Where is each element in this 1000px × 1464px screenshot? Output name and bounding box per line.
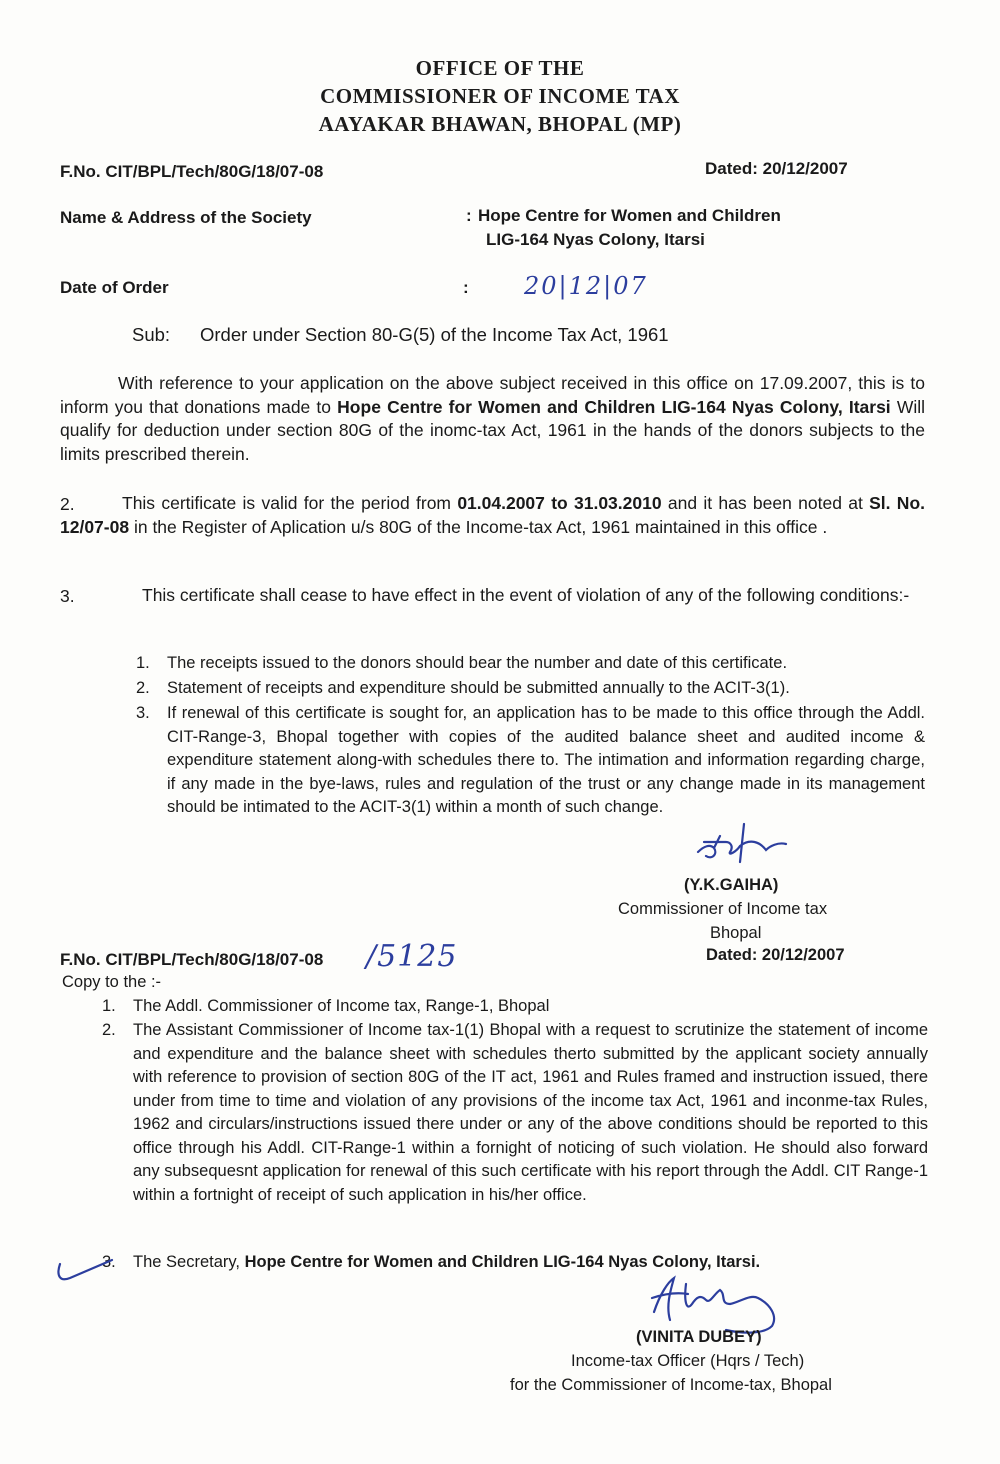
society-colon: :: [466, 206, 472, 225]
paragraph-2: [60, 492, 925, 539]
signatory-1-dated: Dated: 20/12/2007: [706, 946, 845, 964]
svg-text:/5125: /5125: [366, 939, 458, 974]
svg-text:20|12|07: 20|12|07: [524, 272, 648, 300]
copy-item-3-society: Hope Centre for Women and Children LIG-164 Nyas Colony, Itarsi.: [244, 1253, 761, 1271]
condition-1-text: The receipts issued to the donors should bear the number and date of this certificate.: [167, 654, 788, 672]
signatory-2-title: Income-tax Officer (Hqrs / Tech): [571, 1352, 805, 1370]
signature-commissioner: [690, 816, 800, 870]
paragraph-2-number: 2.: [60, 494, 75, 514]
society-address: LIG-164 Nyas Colony, Itarsi: [486, 230, 705, 249]
paragraph-1-society: Hope Centre for Women and Children LIG-164 Nyas Colony, Itarsi: [337, 396, 891, 417]
copy-to-intro: Copy to the :-: [62, 973, 162, 991]
office-heading-line-2: COMMISSIONER OF INCOME TAX: [320, 84, 680, 108]
signatory-1-place: Bhopal: [710, 924, 762, 942]
copy-item-2-number: 2.: [102, 1021, 116, 1039]
condition-1-number: 1.: [136, 654, 150, 672]
subject-text: Order under Section 80-G(5) of the Income Tax Act, 1961: [200, 324, 669, 345]
paragraph-2-text-e: in the Register of Aplication u/s 80G of the Income-tax Act, 1961 maintained in this office .: [129, 516, 828, 537]
signatory-2-for-line: for the Commissioner of Income-tax, Bhopal: [510, 1376, 832, 1394]
copy-item-3-number: 3.: [102, 1253, 116, 1271]
paragraph-1-text-c: Will qualify for deduction under section 80G of the inomc-tax Act, 1961 in the hands of the donors subjects to the limits prescribed therein.: [60, 396, 925, 464]
signatory-1-name: (Y.K.GAIHA): [684, 876, 779, 894]
paragraph-2-text-c: and it has been noted at: [661, 493, 870, 513]
subject-label: Sub:: [132, 324, 171, 345]
handwritten-dispatch-number: [362, 930, 492, 978]
copy-item-1-text: The Addl. Commissioner of Income tax, Range-1, Bhopal: [133, 997, 550, 1015]
condition-3-number: 3.: [136, 704, 150, 722]
order-date-colon: :: [463, 278, 469, 297]
paragraph-3: This certificate shall cease to have effect in the event of violation of any of the following conditions:-: [142, 585, 910, 605]
dated: Dated: 20/12/2007: [705, 159, 848, 178]
condition-3-text: If renewal of this certificate is sought for, an application has to be made to this office through the Addl. CIT-Range-3, Bhopal together with copies of the audited balance sheet and audited income & expenditure statement along-with schedules there to. The intimation and information regarding charge, if any made in the bye-laws, rules and regulation of the trust or any change made in its management should be intimated to the ACIT-3(1) within a month of such change.: [167, 704, 925, 816]
paragraph-1: [60, 372, 925, 466]
paragraph-1-text-a: With reference to your application on the above subject received in this office on 17.09.2007, this is to inform you that donations made to: [60, 373, 925, 417]
file-number: F.No. CIT/BPL/Tech/80G/18/07-08: [60, 162, 324, 181]
condition-2-number: 2.: [136, 679, 150, 697]
copy-item-1-number: 1.: [102, 997, 116, 1015]
copy-file-number: F.No. CIT/BPL/Tech/80G/18/07-08: [60, 950, 324, 969]
paragraph-3-number: 3.: [60, 586, 75, 606]
signatory-1-title: Commissioner of Income tax: [618, 900, 828, 918]
office-heading-line-1: OFFICE OF THE: [415, 56, 585, 80]
handwritten-order-date: [520, 264, 660, 304]
society-label: Name & Address of the Society: [60, 208, 312, 227]
paragraph-2-text-a: This certificate is valid for the period from: [122, 493, 458, 513]
condition-2-text: Statement of receipts and expenditure should be submitted annually to the ACIT-3(1).: [167, 679, 790, 697]
office-heading-line-3: AAYAKAR BHAWAN, BHOPAL (MP): [318, 112, 682, 136]
paragraph-2-period: 01.04.2007 to 31.03.2010: [457, 493, 662, 513]
copy-item-2-text: The Assistant Commissioner of Income tax-1(1) Bhopal with a request to scrutinize the statement of income and expenditure and the balance sheet with schedules therto submitted by the applicant society annually with reference to provision of section 80G of the IT act, 1961 and Rules framed and instruction issued, there under from time to time and violation of any provisions of the income tax Act, 1961 and inconme-tax Rules, 1962 and circulars/instructions issued there under or any of the above conditions should be reported to this office through his Addl. CIT-Range-1 within a fornight of noticing of such violation. He should also forward any subsequesnt application for renewal of this such certificate with his report through the Addl. CIT Range-1 within a fortnight of receipt of such application in his/her office.: [133, 1021, 928, 1204]
copy-item-3-prefix: The Secretary,: [133, 1253, 245, 1271]
copy-item-3-text: [133, 1251, 933, 1275]
signature-income-tax-officer: [640, 1264, 790, 1338]
society-name: Hope Centre for Women and Children: [478, 206, 781, 225]
signatory-2-name: (VINITA DUBEY): [636, 1328, 762, 1346]
paragraph-2-serial-no: Sl. No. 12/07-08: [60, 493, 926, 537]
order-date-label: Date of Order: [60, 278, 169, 297]
